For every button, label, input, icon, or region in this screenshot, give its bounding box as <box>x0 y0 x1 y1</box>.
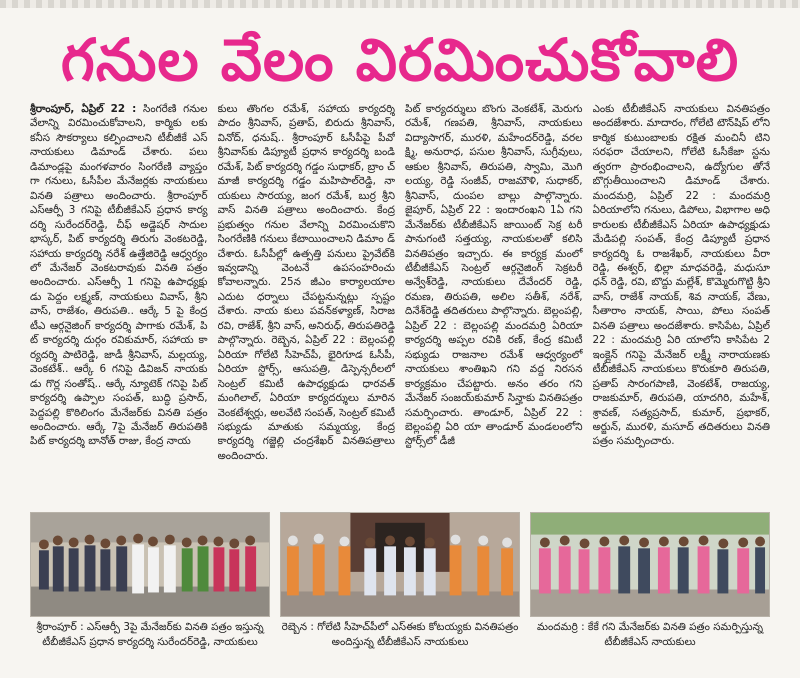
photo-srirampur <box>30 512 270 617</box>
article-columns <box>30 102 770 507</box>
article-paragraph <box>593 102 771 449</box>
article-text: పిట్ కార్యదర్శులు బొంగు వెంకటేశ్, మెరుగు రమేశ్, గణపతి, శ్రీనివాస్, నాయకులు విద్యాసాగర్, మురళి, మహేందర్‌రెడ్డి, వరల క్ష్మి, అనురాధ, పసుల శ్రీనివాస్, సుగ్రీవులు, ఆకుల శ్రీనివాస్, తిరుపతి, స్వామి, మొగి లయ్య, రెడ్డి సంజీవ్, రాజమౌళి, సుధాకర్, శ్రీనివాస్, దుంపల బాల్లు పాల్గొన్నారు. జైపూర్, ఏప్రిల్ 22 : ఇందారంఖని 1ఏ గని మేనేజర్‌కు టీబీజీకేఎస్ జాయింట్ సెక్ర టరీ పానుగంటి సత్తయ్య, నాయకులతో కలిసి వినతిపత్రం ఇచ్చారు. ఈ కార్యక్ర మంలో టీబీజీకేఎస్ సెంట్రల్ ఆర్గనైజింగ్ సెక్రటరీ అన్వేశ్‌రెడ్డి, నాయకులు దేవేందర్ రెడ్డి, రమణ, తిరుపతి, అలిల సతీశ్, నరేశ్, దినేశ్‌రెడ్డి తదితరులు పాల్గొన్నారు. బెల్లంపల్లి, ఏప్రిల్ 22 : బెల్లంపల్లి మందమర్రి ఏరియా కార్యదర్శి అప్పల రవికి రణ్, కేంద్ర కమిటీ సభ్యుడు రాజనాల రమేశ్ ఆధ్వర్యంలో నాయకులు శాంతిఖని గని వద్ద నిరసన కార్యక్రమం చేపట్టారు. అనం తరం గని మేనేజర్ సంజయ్‌కుమార్ సిన్హాకు వినతిపత్రం సమర్పించారు. తాండూర్, ఏప్రిల్ 22 : బెల్లంపల్లి ఏరి యా తాండూర్ మండలంలోని స్టోర్స్‌లో డీజీ <box>405 103 583 448</box>
caption-row <box>30 620 770 670</box>
article-column-4 <box>593 102 771 507</box>
headline: గనుల వేలం విరమించుకోవాలి <box>60 26 740 94</box>
page-top-strip <box>0 0 800 8</box>
photo-mandamarri-image <box>531 513 769 616</box>
article-column-3 <box>405 102 583 507</box>
article-text: సింగరేణి గనుల వేలాన్ని విరమించుకోవాలని, కార్మికు లకు కనీస సౌకర్యాలు కల్పించాలని టీబీజీకే ఎస్ నాయకులు డిమాండ్ చేశారు. పలు డిమాండ్లపై మంగళవారం సింగరేణి వ్యాప్తం గా గనులు, ఓసీపీల మేనేజర్లకు నాయకులు వినతి పత్రాలు అందించారు. శ్రీరాంపూర్ ఎస్ఆర్పీ 3 గనిపై టీబీజీకేఎస్ ప్రధాన కార్య దర్శి సురేందర్‌రెడ్డి, చీఫ్ అడ్జెషర్ సాదుల భాస్కర్, పిట్ కార్యదర్శి తిరుగు వెంకటరెడ్డి, సహాయ కార్యదర్శి నరేశ్ ఉత్తేజిరెడ్డి ఆధ్వర్యం లో మేనేజర్ వెంకటరావుకు వినతి పత్రం అందించారు. ఎస్ఆర్పీ 1 గనిపై ఉపాధ్యక్షు డు పెద్దం లక్ష్మణ్, నాయకులు వివాస్, శ్రీని వాస్, రాజేశం, తిరుపతి.. ఆర్కే 5 పై కేంద్ర టీఎ ఆర్గనైజింగ్ కార్యదర్శి పాగాకు రమేశ్, పి ట్ కార్యదర్శి దుర్గం రవికుమార్, సహాయ కా ర్యదర్శి పాటిరెడ్డి, జాడీ శ్రీనివాస్, మల్లయ్య, వెంకటేశ్.. ఆర్కే 6 గనిపై డివిజన్ నాయకు డు గొర్ల సంతోష్.. ఆర్కే న్యూటెక్ గనిపై పిట్ కార్యదర్శి ఉప్పాల సంపత్, బుద్ధి ప్రసాద్, పెద్దపల్లి కొఠిలింగం మేనేజర్‌కు వినతి పత్రం అందించారు. ఆర్కే 7పై మేనేజర్ తిరుపతికి పిట్ కార్యదర్శి బానోత్ రాజు, కేంద్ర నాయ <box>30 103 208 448</box>
article-paragraph <box>405 102 583 449</box>
photo-srirampur-image <box>31 513 269 616</box>
photo-rebbena <box>280 512 520 617</box>
dateline: శ్రీరాంపూర్, ఏప్రిల్ 22 : <box>30 103 137 115</box>
article-text: ఎంకు టీబీజీకేఎస్ నాయకులు వినతిపత్రం అందజేశారు. మాదారం, గోలేటి టౌన్‌షిప్ లోని కార్మిక కుటుంబాలకు రక్షిత మంచినీ టిని సరఫరా చేయాలని, గోలేటి ఓసీకేజా స్టను త్వరగా ప్రారంభించాలని, ఉద్యోగుల తోనే బొగ్గుతీయించాలని డిమాండ్ చేశారు. మందమర్రి, ఏప్రిల్ 22 : మందమర్రి ఏరియాలోని గనులు, డిపోలు, విభాగాల అధి కారులకు టీబీజీకేఎస్ ఏరియా ఉపాధ్యక్షుడు మేడిపల్లి సంపత్, కేంద్ర డిప్యూటీ ప్రధాన కార్యదర్శి ఓ రాజశేఖర్, నాయకులు వీరా రెడ్డి, ఈశ్వర్, భిల్లా మాధవరెడ్డి, మధుసూ ధన్ రెడ్డి, రవి, బొద్దు మల్లేశ్, కొమ్మెరుగొట్టి శ్రీని వాస్, రాజేశ్ నాయక్, శివ నాయక్, వేణు, సీతారాం నాయక్, సాయి, పోలు సంపత్ వినతి పత్రాలు అందజేశారు. కాసిపేట, ఏప్రిల్ 22 : మందమర్రి ఏరి యాలోని కాసిపేట 2 ఇంక్లైన్ గనిపై మేనేజర్ లక్ష్మీ నారాయణకు టీబీజీకేఎస్ నాయకులు కొరుకూరి తిరుపతి, ప్రతాప్ సారంగపాణి, వెంకటేశ్, రాజయ్య, రాజకుమార్, తిరుపతి, యాదగిరి, మహేశ్, శ్రావణ్, సత్యప్రసాద్, కుమార్, ప్రభాకర్, అర్జున్, మురళి, మసూద్ తదితరులు వినతి పత్రం సమర్పించారు. <box>592 103 770 448</box>
article-column-1 <box>30 102 208 507</box>
photo-caption-rebbena: రెబ్బెన : గోలేటి సీహెచ్‌పీలో ఎస్ఈకు కోటయ్యకు వినతిపత్రం అందిస్తున్న టీబీజీకేఎస్ నాయకులు <box>281 621 519 648</box>
photo-mandamarri <box>530 512 770 617</box>
photo-rebbena-image <box>281 513 519 616</box>
photo-caption-mandamarri: మందమర్రి : కేకే గని మేనేజర్‌కు వినతి పత్రం సమర్పిస్తున్న టీబీజీకేఎస్ నాయకులు <box>537 621 763 648</box>
article-paragraph <box>30 102 208 449</box>
article-text: కులు తొంగల రమేశ్, సహాయ కార్యదర్శి పాదం శ్రీనివాస్, ప్రతాప్, బిరుదు శ్రీనివాస్, వినోద్, ధనుష్.. శ్రీరాంపూర్ ఓసీపీపై పీవో శ్రీనివాస్‌కు డిప్యూటీ ప్రధాన కార్యదర్శి బండి రమేశ్, పిట్ కార్యదర్శి గడ్డం సుధాకర్, బ్రాం చ్ మాజీ కార్యదర్శి గడ్డం మహిపాల్‌రెడ్డి, నా యకులు సారయ్య, జంగ రమేశ్, బుర్ర శ్రీని వాస్ వినతి పత్రాలు అందించారు. కేంద్ర ప్రభుత్వం గనుల వేలాన్ని విరమించుకొని సింగరేణికి గనులు కేటాయించాలని డిమాం డ్ చేశారు. ఓసీపీల్లో ఉత్పత్తి పనులు ప్రైవేట్‌కి ఇవ్వడాన్ని వెంటనే ఉపసంహరించు కోవాలన్నారు. 25న జీఎం కార్యాలయాల ఎదుట ధర్నాలు చేపట్టనున్నట్లు స్పష్టం చేశారు. నాయ కులు పవన్‌కళ్యాణ్, సిరాజ రవి, రాజేశ్, శ్రీని వాస్, అనిరుధ్, తిరుపతిరెడ్డి పాల్గొన్నారు. రెబ్బెన, ఏప్రిల్ 22 : బెల్లంపల్లి ఏరియా గోలేటి సీహెచ్‌పీ, భైరిగూడ ఓసీపీ, ఏరియా స్టోర్స్, ఆసుపత్రి, డిస్పెన్సరీలలో సెంట్రల్ కమిటీ ఉపాధ్యక్షుడు ధారవత్ మంగిలాల్, ఏరియా కార్యదర్శులు మారిన వెంకటేశ్వర్లు, అలవేటి సంపత్, సెంట్రల్ కమిటీ సభ్యుడు మాతుకు సమ్మయ్య, కేంద్ర కార్యదర్శి గజ్జెల్లి చంద్రశేఖర్ వినతిపత్రాలు అందించారు. <box>217 103 395 462</box>
article-column-2 <box>218 102 396 507</box>
photo-row <box>30 512 770 617</box>
article-paragraph <box>218 102 396 463</box>
photo-caption-srirampur: శ్రీరాంపూర్ : ఎస్ఆర్పీ 3పై మేనేజర్‌కు వినతి పత్రం ఇస్తున్న టీబీజీకేఎస్ ప్రధాన కార్యదర్శి సురేందర్‌రెడ్డి, నాయకులు <box>36 621 264 648</box>
